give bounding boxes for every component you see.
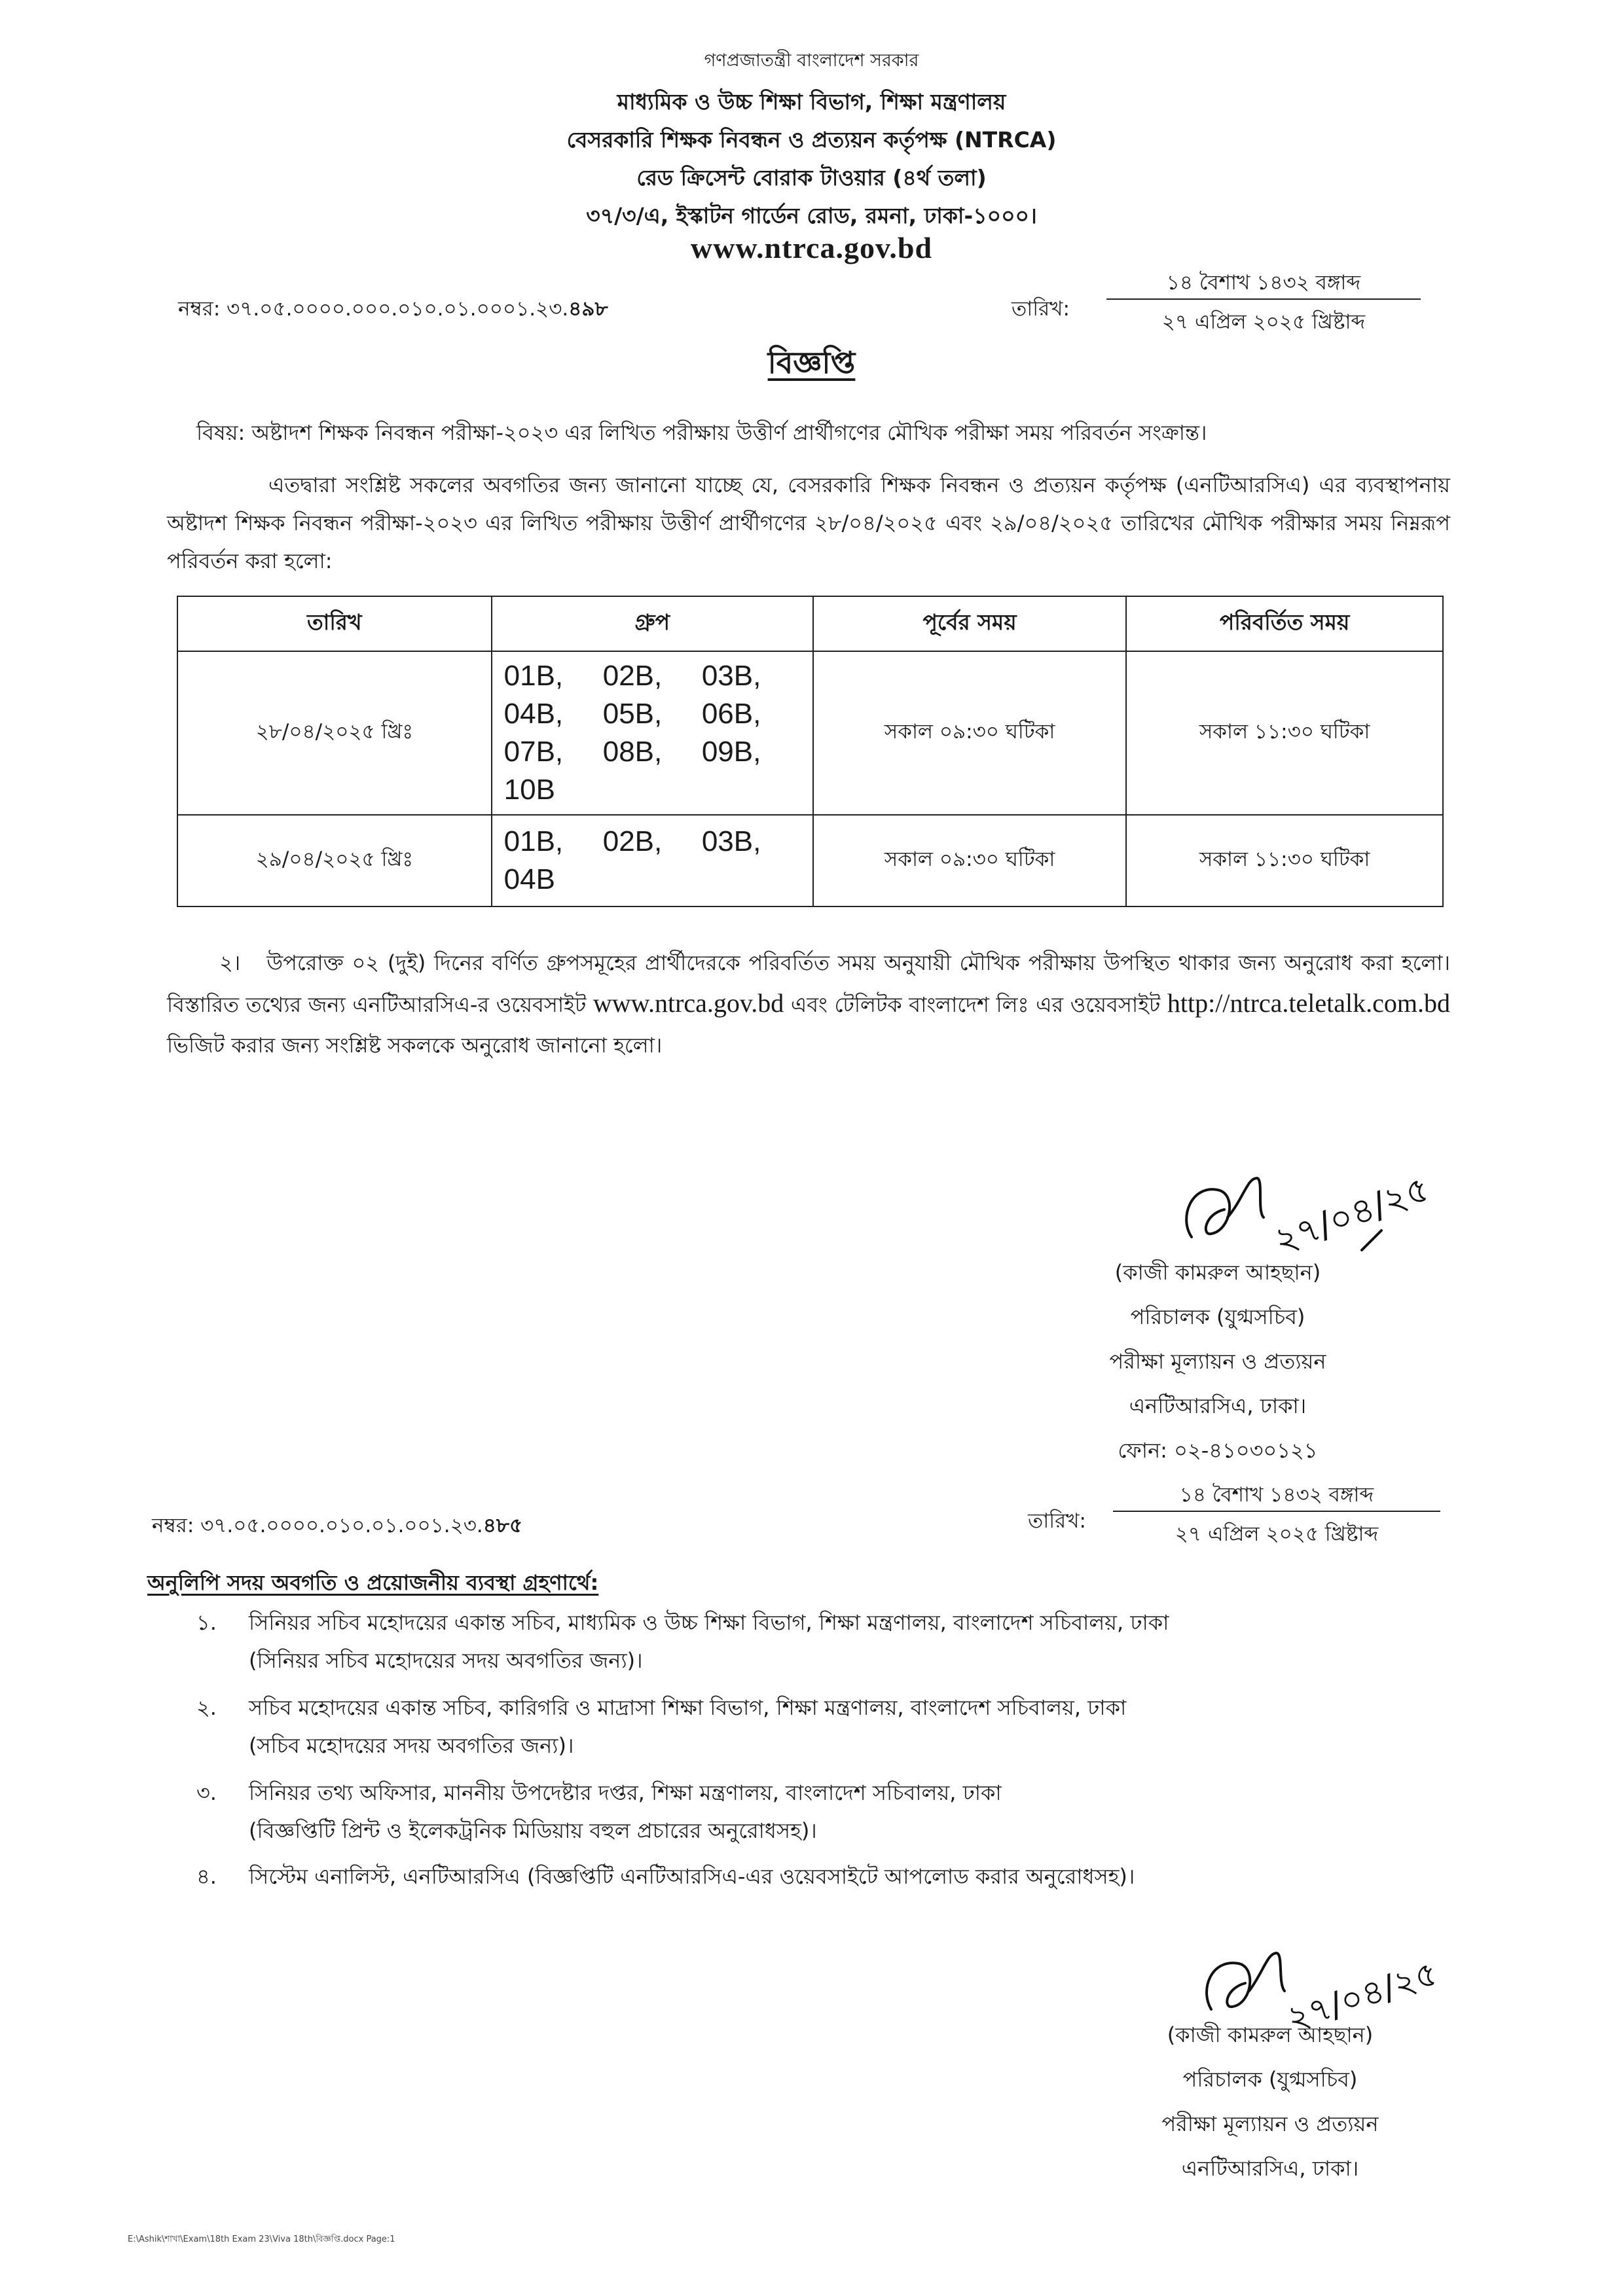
group-code: 01B, — [503, 825, 564, 857]
table-row — [177, 815, 1443, 906]
row2-new-time: সকাল ১১:৩০ ঘটিকা — [1126, 815, 1443, 906]
group-code: 01B, — [503, 660, 564, 692]
col-header-date: তারিখ — [177, 596, 492, 651]
row2-date: ২৯/০৪/২০২৫ খ্রিঃ — [177, 815, 492, 906]
group-code: 08B, — [602, 736, 663, 768]
cc-item-line1: সিনিয়র সচিব মহোদয়ের একান্ত সচিব, মাধ্যমিক ও উচ্চ শিক্ষা বিভাগ, শিক্ষা মন্ত্রণালয়, বাংলাদেশ সচিবালয়, ঢাকা — [249, 1610, 1169, 1635]
col-header-group: গ্রুপ — [492, 596, 813, 651]
row2-old-time: সকাল ০৯:৩০ ঘটিকা — [813, 815, 1126, 906]
ntrca-website-link[interactable]: www.ntrca.gov.bd — [593, 988, 784, 1018]
group-code: 03B, — [701, 825, 761, 857]
signatory-office: এনটিআরসিএ, ঢাকা। — [1181, 2156, 1359, 2181]
para2-text-a: উপরোক্ত ০২ (দুই) দিনের বর্ণিত গ্রুপসমূহের প্রার্থীদেরকে পরিবর্তিত সময় অনুযায়ী মৌখিক পরীক্ষায় উপস্থিত থাকার জন্য অনুরোধ করা হলো। বিস্তারিত তথ্যের জন্য এনটিআরসিএ-র ওয়েবসাইট — [167, 950, 1450, 1017]
memo2-number-value: ৩৭.০৫.০০০০.০১০.০১.০০১.২৩. — [200, 1514, 483, 1537]
group-code: 09B, — [701, 736, 761, 768]
notice-body-para1: এতদ্বারা সংশ্লিষ্ট সকলের অবগতির জন্য জানানো যাচ্ছে যে, বেসরকারি শিক্ষক নিবন্ধন ও প্রত্যয়ন কর্তৃপক্ষ (এনটিআরসিএ) এর ব্যবস্থাপনায় অষ্টাদশ শিক্ষক নিবন্ধন পরীক্ষা-২০২৩ এর লিখিত পরীক্ষায় উত্তীর্ণ প্রার্থীগণের ২৮/০৪/২০২৫ এবং ২৯/০৪/২০২৫ তারিখের মৌখিক পরীক্ষার সময় নিম্নরূপ পরিবর্তন করা হলো: — [167, 473, 1450, 573]
signature-1-block — [1021, 1250, 1414, 1473]
header-building: রেড ক্রিসেন্ট বোরাক টাওয়ার (৪র্থ তলা) — [636, 165, 987, 190]
cc-item-line2: (সিনিয়র সচিব মহোদয়ের সদয় অবগতির জন্য)। — [249, 1648, 643, 1673]
signatory-department: পরীক্ষা মূল্যায়ন ও প্রত্যয়ন — [1161, 2111, 1379, 2136]
memo-date — [1106, 267, 1421, 339]
table-row — [177, 651, 1443, 815]
group-list — [499, 658, 806, 808]
cc-item-line2: (বিজ্ঞপ্তিটি প্রিন্ট ও ইলেকট্রনিক মিডিয়ায় বহুল প্রচারের অনুরোধসহ)। — [249, 1818, 817, 1843]
cc-item-number: ৩. — [196, 1780, 217, 1805]
group-code: 07B, — [503, 736, 564, 768]
cc-item-line2: (সচিব মহোদয়ের সদয় অবগতির জন্য)। — [249, 1733, 574, 1758]
col-header-old-time: পূর্বের সময় — [813, 596, 1126, 651]
date-bangla: ১৪ বৈশাখ ১৪৩২ বঙ্গাব্দ — [1166, 271, 1361, 295]
table-header-row — [177, 596, 1443, 651]
para2-text-b: এবং টেলিটক বাংলাদেশ লিঃ এর ওয়েবসাইট — [784, 992, 1167, 1017]
date-bangla: ১৪ বৈশাখ ১৪৩২ বঙ্গাব্দ — [1179, 1483, 1374, 1507]
cc-item-line1: সিনিয়র তথ্য অফিসার, মাননীয় উপদেষ্টার দপ্তর, শিক্ষা মন্ত্রণালয়, বাংলাদেশ সচিবালয়, ঢাকা — [249, 1780, 1002, 1805]
cc-title: অনুলিপি সদয় অবগতি ও প্রয়োজনীয় ব্যবস্থা গ্রহণার্থে: — [147, 1570, 599, 1595]
memo-number — [178, 293, 608, 327]
notice-body-para2 — [167, 942, 1450, 1066]
para-number: ২। — [219, 950, 241, 975]
memo2-date — [1113, 1479, 1440, 1551]
group-list — [499, 824, 806, 897]
schedule-table — [177, 596, 1444, 907]
notice-subject: বিষয়: অষ্টাদশ শিক্ষক নিবন্ধন পরীক্ষা-২০২৩ এর লিখিত পরীক্ষায় উত্তীর্ণ প্রার্থীগণের মৌখিক পরীক্ষা সময় পরিবর্তন সংক্রান্ত। — [196, 420, 1207, 445]
memo2-number — [152, 1510, 522, 1544]
cc-item-line1: সিস্টেম এনালিস্ট, এনটিআরসিএ (বিজ্ঞপ্তিটি এনটিআরসিএ-এর ওয়েবসাইটে আপলোড করার অনুরোধসহ)। — [249, 1864, 1135, 1889]
group-code: 10B — [503, 774, 555, 806]
group-code: 05B, — [602, 698, 663, 730]
notice-title: বিজ্ঞপ্তি — [767, 345, 856, 380]
memo-number-label: নম্বর: — [178, 297, 221, 321]
header-govt: গণপ্রজাতন্ত্রী বাংলাদেশ সরকার — [704, 50, 919, 71]
signatory-designation: পরিচালক (যুগ্মসচিব) — [1182, 2067, 1358, 2092]
group-code: 02B, — [602, 825, 663, 857]
memo-date-label: তারিখ: — [1012, 297, 1070, 321]
date-divider — [1113, 1511, 1440, 1512]
row1-date: ২৮/০৪/২০২৫ খ্রিঃ — [177, 651, 492, 815]
cc-item — [196, 1689, 1480, 1765]
memo2-date-label: তারিখ: — [1028, 1509, 1086, 1533]
cc-item-number: ৪. — [196, 1864, 217, 1889]
group-code: 03B, — [701, 660, 761, 692]
cc-item-number: ১. — [196, 1610, 217, 1635]
col-header-new-time: পরিবর্তিত সময় — [1126, 596, 1443, 651]
cc-item — [196, 1857, 1480, 1895]
group-code: 04B, — [503, 698, 564, 730]
row1-old-time: সকাল ০৯:৩০ ঘটিকা — [813, 651, 1126, 815]
signatory-designation: পরিচালক (যুগ্মসচিব) — [1130, 1304, 1305, 1329]
cc-item-number: ২. — [196, 1695, 217, 1720]
signatory-department: পরীক্ষা মূল্যায়ন ও প্রত্যয়ন — [1109, 1349, 1326, 1374]
memo-number-suffix: ৪৯৮ — [568, 297, 608, 321]
memo2-number-suffix: ৪৮৫ — [483, 1514, 523, 1537]
cc-item-line1: সচিব মহোদয়ের একান্ত সচিব, কারিগরি ও মাদ্রাসা শিক্ষা বিভাগ, শিক্ষা মন্ত্রণালয়, বাংলাদেশ সচিবালয়, ঢাকা — [249, 1695, 1127, 1720]
teletalk-website-link[interactable]: http://ntrca.teletalk.com.bd — [1167, 988, 1450, 1018]
group-code: 06B, — [701, 698, 761, 730]
header-authority: বেসরকারি শিক্ষক নিবন্ধন ও প্রত্যয়ন কর্তৃপক্ষ (NTRCA) — [566, 127, 1057, 152]
signature-2-block — [1087, 2013, 1453, 2191]
signatory-name: (কাজী কামরুল আহছান) — [1167, 2022, 1374, 2047]
row1-groups — [492, 651, 813, 815]
header-website: www.ntrca.gov.bd — [690, 231, 933, 264]
signature-1-date: ২৭/০৪/২৫ — [1268, 1168, 1435, 1262]
cc-item — [196, 1604, 1480, 1679]
date-divider — [1106, 298, 1421, 300]
header-ministry: মাধ্যমিক ও উচ্চ শিক্ষা বিভাগ, শিক্ষা মন্ত্রণালয় — [617, 89, 1006, 115]
signature-2-date: ২৭/০৪/২৫ — [1282, 1954, 1443, 2039]
header-address: ৩৭/৩/এ, ইস্কাটন গার্ডেন রোড, রমনা, ঢাকা-১০০০। — [586, 203, 1037, 228]
group-code: 02B, — [602, 660, 663, 692]
row2-groups — [492, 815, 813, 906]
signatory-phone: ফোন: ০২-৪১০৩০১২১ — [1118, 1438, 1318, 1463]
group-code: 04B — [503, 863, 555, 895]
row1-new-time: সকাল ১১:৩০ ঘটিকা — [1126, 651, 1443, 815]
memo-number-value: ৩৭.০৫.০০০০.০০০.০১০.০১.০০০১.২৩. — [227, 297, 569, 321]
date-english: ২৭ এপ্রিল ২০২৫ খ্রিষ্টাব্দ — [1161, 310, 1366, 334]
date-english: ২৭ এপ্রিল ২০২৫ খ্রিষ্টাব্দ — [1175, 1522, 1379, 1546]
signatory-office: এনটিআরসিএ, ঢাকা। — [1129, 1393, 1307, 1418]
memo2-number-label: নম্বর: — [152, 1514, 194, 1537]
para2-text-c: ভিজিট করার জন্য সংশ্লিষ্ট সকলকে অনুরোধ জানানো হলো। — [167, 1033, 663, 1058]
cc-item — [196, 1774, 1480, 1850]
file-path-footer: E:\Ashik\শাখা\Exam\18th Exam 23\Viva 18th\বিজ্ঞপ্তি.docx Page:1 — [128, 2234, 395, 2244]
signatory-name: (কাজী কামরুল আহছান) — [1114, 1260, 1321, 1285]
